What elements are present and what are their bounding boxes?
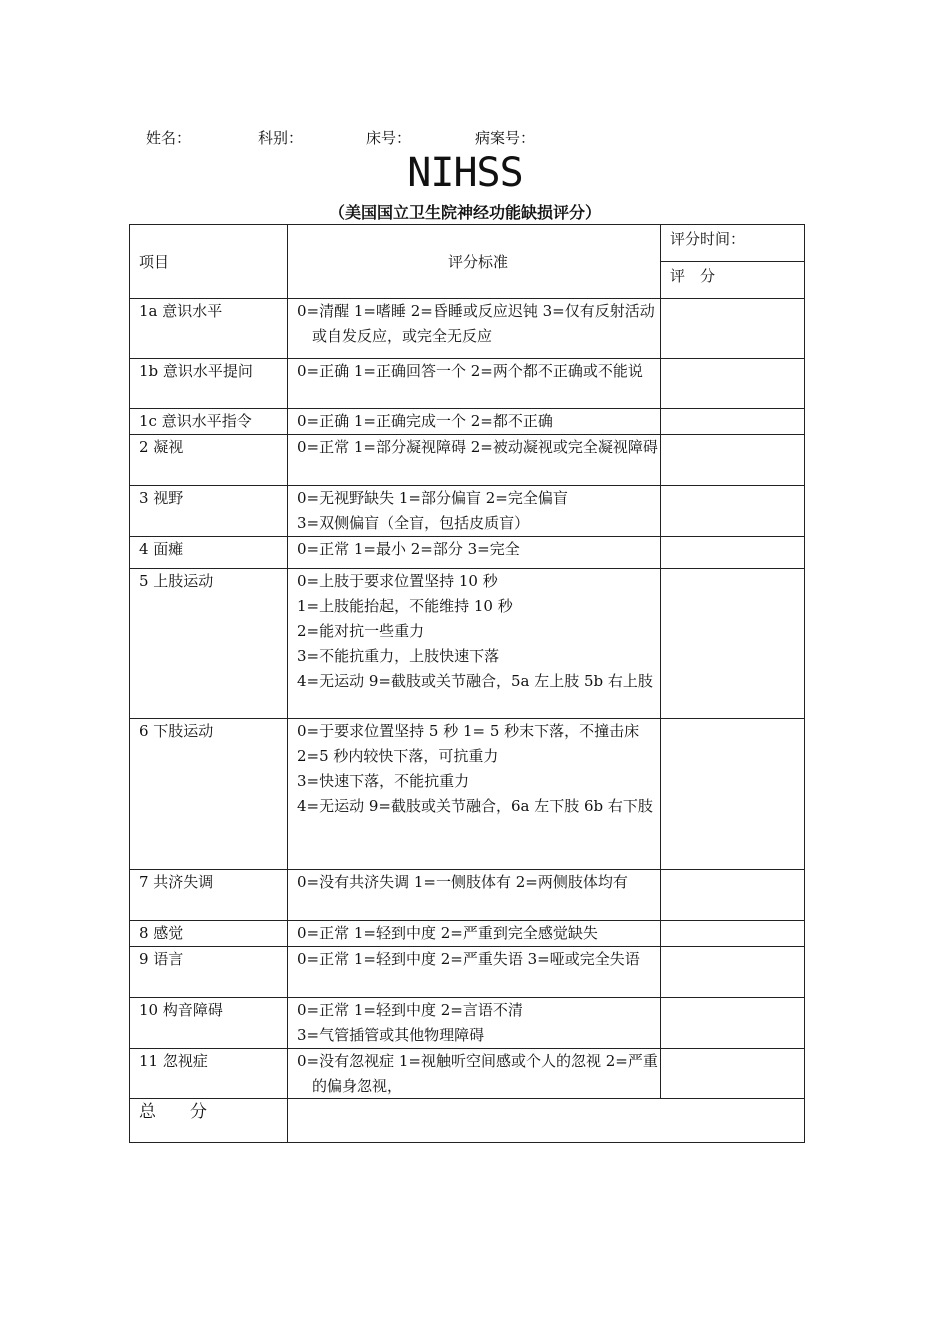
row-criteria [297,719,659,819]
row-item-label: 1c 意识水平指令 [139,412,252,430]
criteria-line: 0=正确 1=正确完成一个 2=都不正确 [297,412,553,430]
score-cell[interactable] [661,435,804,485]
score-cell[interactable] [661,359,804,408]
name-label: 姓名： [146,129,192,147]
criteria-line: 4=无运动 9=截肢或关节融合，5a 左上肢 5b 右上肢 [297,672,653,690]
row-item-label: 3 视野 [139,489,184,507]
criteria-line: 0=没有共济失调 1=一侧肢体有 2=两侧肢体均有 [297,873,628,891]
criteria-line: 0=正常 1=轻到中度 2=严重到完全感觉缺失 [297,924,598,942]
row-criteria [297,947,659,972]
table-border-right [804,224,805,1143]
total-label: 总 分 [139,1102,207,1122]
criteria-line: 3=快速下落，不能抗重力 [297,772,470,790]
score-cell[interactable] [661,947,804,997]
table-border-left [129,224,130,1143]
criteria-line: 0=无视野缺失 1=部分偏盲 2=完全偏盲 [297,489,568,507]
row-criteria [297,409,659,434]
row-criteria [297,870,659,895]
row-criteria [297,299,659,349]
row-item-label: 2 凝视 [139,438,184,456]
score-cell[interactable] [661,537,804,568]
department-label: 科别： [258,129,304,147]
score-cell[interactable] [661,1049,804,1098]
row-item-label: 10 构音障碍 [139,1001,223,1019]
score-cell[interactable] [661,921,804,946]
criteria-line: 0=正常 1=最小 2=部分 3=完全 [297,540,520,558]
table-border-top [129,224,805,225]
row-item-label: 1a 意识水平 [139,302,223,320]
row-divider [660,261,805,262]
row-item-label: 8 感觉 [139,924,184,942]
row-criteria [297,569,659,694]
row-item-label: 6 下肢运动 [139,722,214,740]
criteria-line: 0=正常 1=部分凝视障碍 2=被动凝视或完全凝视障碍 [297,438,658,456]
criteria-line: 0=没有忽视症 1=视触听空间感或个人的忽视 2=严重的偏身忽视， [297,1052,658,1095]
score-cell[interactable] [661,409,804,434]
criteria-line: 0=上肢于要求位置坚持 10 秒 [297,572,498,590]
score-cell[interactable] [661,569,804,718]
score-cell[interactable] [661,870,804,920]
header-criteria: 评分标准 [447,253,508,271]
record-number-label: 病案号： [475,129,536,147]
row-item-label: 7 共济失调 [139,873,214,891]
criteria-line: 0=正常 1=轻到中度 2=严重失语 3=哑或完全失语 [297,950,640,968]
criteria-line: 0=清醒 1=嗜睡 2=昏睡或反应迟钝 3=仅有反射活动或自发反应，或完全无反应 [297,302,655,345]
score-cell[interactable] [661,719,804,869]
header-score: 评 分 [670,267,716,285]
table-border-bottom [129,1142,805,1143]
criteria-line: 0=于要求位置坚持 5 秒 1= 5 秒末下落，不撞击床 [297,722,640,740]
score-cell[interactable] [661,486,804,536]
criteria-line: 3=气管插管或其他物理障碍 [297,1026,485,1044]
row-item-label: 5 上肢运动 [139,572,214,590]
criteria-line: 2=5 秒内较快下落，可抗重力 [297,747,499,765]
page-subtitle: （美国国立卫生院神经功能缺损评分） [328,203,601,222]
row-criteria [297,1049,659,1099]
row-criteria [297,998,659,1048]
score-cell[interactable] [661,998,804,1048]
criteria-line: 0=正常 1=轻到中度 2=言语不清 [297,1001,523,1019]
row-criteria [297,921,659,946]
total-score-cell[interactable] [288,1099,804,1142]
row-item-label: 9 语言 [139,950,184,968]
row-criteria [297,435,659,460]
row-criteria [297,359,659,384]
page-title: NIHSS [407,150,523,196]
criteria-line: 1=上肢能抬起，不能维持 10 秒 [297,597,513,615]
score-cell[interactable] [661,299,804,358]
nihss-table [129,224,805,1143]
column-divider [287,224,288,1143]
row-item-label: 4 面瘫 [139,540,184,558]
criteria-line: 4=无运动 9=截肢或关节融合，6a 左下肢 6b 右下肢 [297,797,653,815]
criteria-line: 3=双侧偏盲（全盲，包括皮质盲） [297,514,530,532]
bed-label: 床号： [366,129,412,147]
row-criteria [297,537,659,562]
header-item: 项目 [139,253,170,271]
row-item-label: 11 忽视症 [139,1052,208,1070]
row-criteria [297,486,659,536]
criteria-line: 2=能对抗一些重力 [297,622,425,640]
criteria-line: 3=不能抗重力，上肢快速下落 [297,647,500,665]
row-item-label: 1b 意识水平提问 [139,362,253,380]
criteria-line: 0=正确 1=正确回答一个 2=两个都不正确或不能说 [297,362,643,380]
header-score-time: 评分时间： [670,230,746,248]
